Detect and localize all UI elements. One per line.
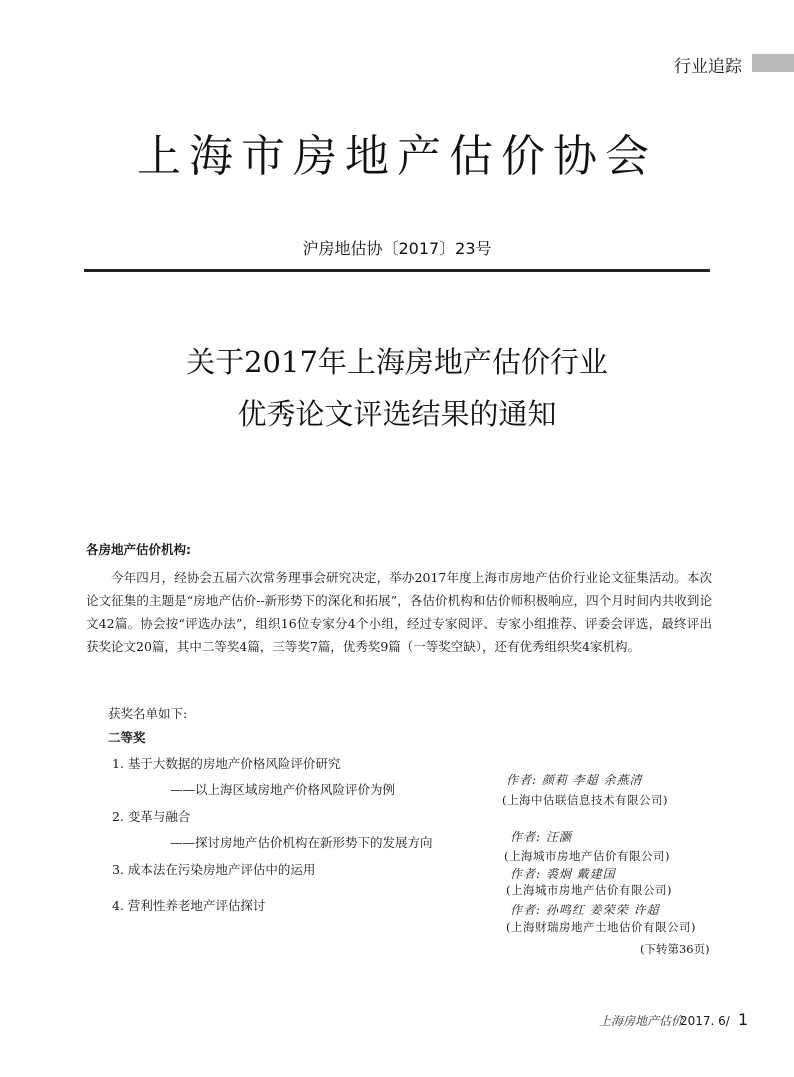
award-org: (上海城市房地产估价有限公司) [504, 849, 670, 863]
section-tag-bar [752, 54, 794, 72]
award-level: 二等奖 [108, 730, 146, 745]
paragraph: 今年四月，经协会五届六次常务理事会研究决定，举办2017年度上海市房地产估价行业论文征集活动。本次论文征集的主题是“房地产估价--新形势下的深化和拓展”，各估价机构和估价师积极响应，四个月时间内共收到论文42篇。协会按“评选办法”，组织16位专家分4个小组，经过专家阅评、专家小组推荐、评委会评选，最终评出获奖论文20篇，其中二等奖4篇，三等奖7篇，优秀奖9篇（一等奖空缺），还有优秀组织奖4家机构。 [86, 570, 712, 654]
award-authors: 作者: 裘炯 戴建国 [510, 867, 616, 881]
notice-title-line2: 优秀论文评选结果的通知 [237, 397, 557, 431]
award-title: 1. 基于大数据的房地产价格风险评价研究 [112, 756, 341, 771]
award-authors: 作者: 孙鸣红 姜荣荣 许超 [510, 903, 660, 917]
award-title: 4. 营利性养老地产评估探讨 [112, 898, 266, 913]
list-intro: 获奖名单如下: [108, 706, 188, 721]
org-title: 上海市房地产估价协会 [137, 131, 657, 182]
doc-number: 沪房地估协〔2017〕23号 [302, 239, 492, 258]
award-title: 2. 变革与融合 [112, 809, 191, 824]
body-text [86, 566, 712, 658]
award-org: (上海财瑞房地产土地估价有限公司) [506, 920, 696, 934]
award-authors: 作者: 颜莉 李超 余燕清 [506, 773, 643, 787]
page-number: 1 [738, 1010, 749, 1029]
journal-logo: 上海房地产估价 [599, 1014, 684, 1028]
letterhead-divider [84, 269, 710, 272]
issue-label: 2017. 6/ [680, 1014, 730, 1028]
award-title: 3. 成本法在污染房地产评估中的运用 [112, 862, 316, 877]
award-org: (上海中估联信息技术有限公司) [502, 793, 668, 807]
award-authors: 作者: 汪灏 [510, 830, 572, 844]
continued-note: (下转第36页) [640, 942, 710, 956]
award-subtitle: ——以上海区域房地产价格风险评价为例 [170, 782, 396, 797]
award-org: (上海城市房地产估价有限公司) [506, 883, 672, 897]
salutation: 各房地产估价机构: [86, 542, 191, 557]
notice-title-line1: 关于2017年上海房地产估价行业 [186, 345, 608, 379]
award-subtitle: ——探讨房地产估价机构在新形势下的发展方向 [170, 835, 433, 850]
section-tag: 行业追踪 [674, 57, 742, 77]
